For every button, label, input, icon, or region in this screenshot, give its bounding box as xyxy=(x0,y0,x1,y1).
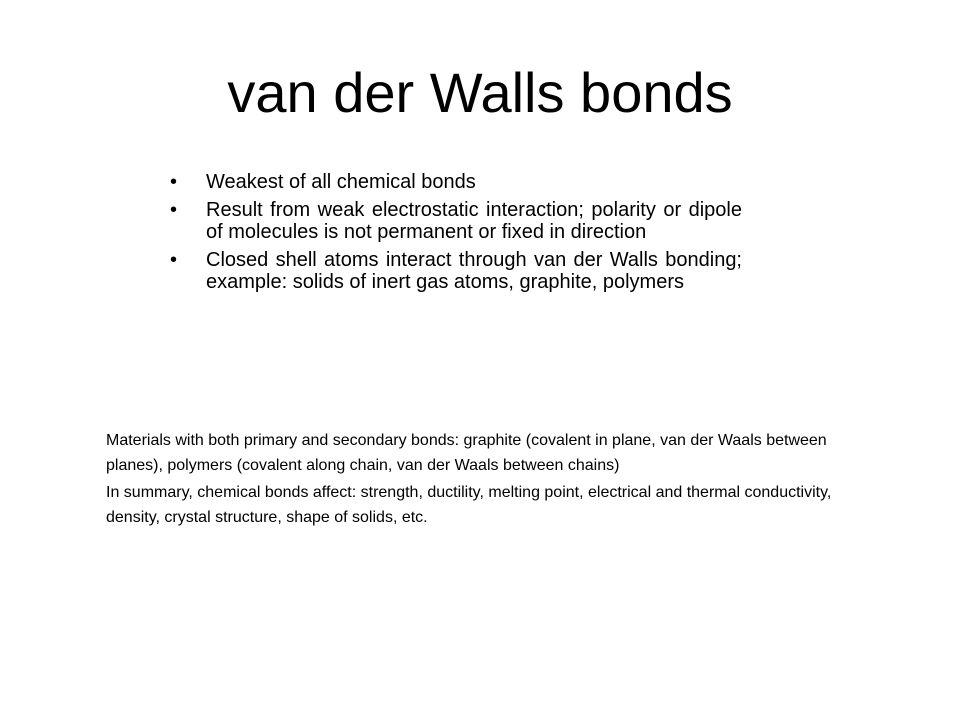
bullet-text: Result from weak electrostatic interaction; polarity or dipole of molecules is not permanent or fixed in direction xyxy=(206,199,742,243)
summary-notes xyxy=(106,428,876,532)
bullet-text: Closed shell atoms interact through van der Walls bonding; example: solids of inert gas atoms, graphite, polymers xyxy=(206,249,742,293)
bullet-list xyxy=(170,171,742,299)
note-paragraph: Materials with both primary and secondary bonds: graphite (covalent in plane, van der Waals between planes), polymers (covalent along chain, van der Waals between chains) xyxy=(106,432,827,474)
note-paragraph: In summary, chemical bonds affect: strength, ductility, melting point, electrical and thermal conductivity, density, crystal structure, shape of solids, etc. xyxy=(106,484,832,526)
slide-title: van der Walls bonds xyxy=(227,61,733,124)
bullet-item xyxy=(170,249,742,293)
bullet-dot-icon: • xyxy=(170,249,178,271)
bullet-dot-icon: • xyxy=(170,199,178,221)
bullet-item xyxy=(170,199,742,243)
bullet-text: Weakest of all chemical bonds xyxy=(206,171,476,193)
bullet-item xyxy=(170,171,742,193)
bullet-dot-icon: • xyxy=(170,171,178,193)
